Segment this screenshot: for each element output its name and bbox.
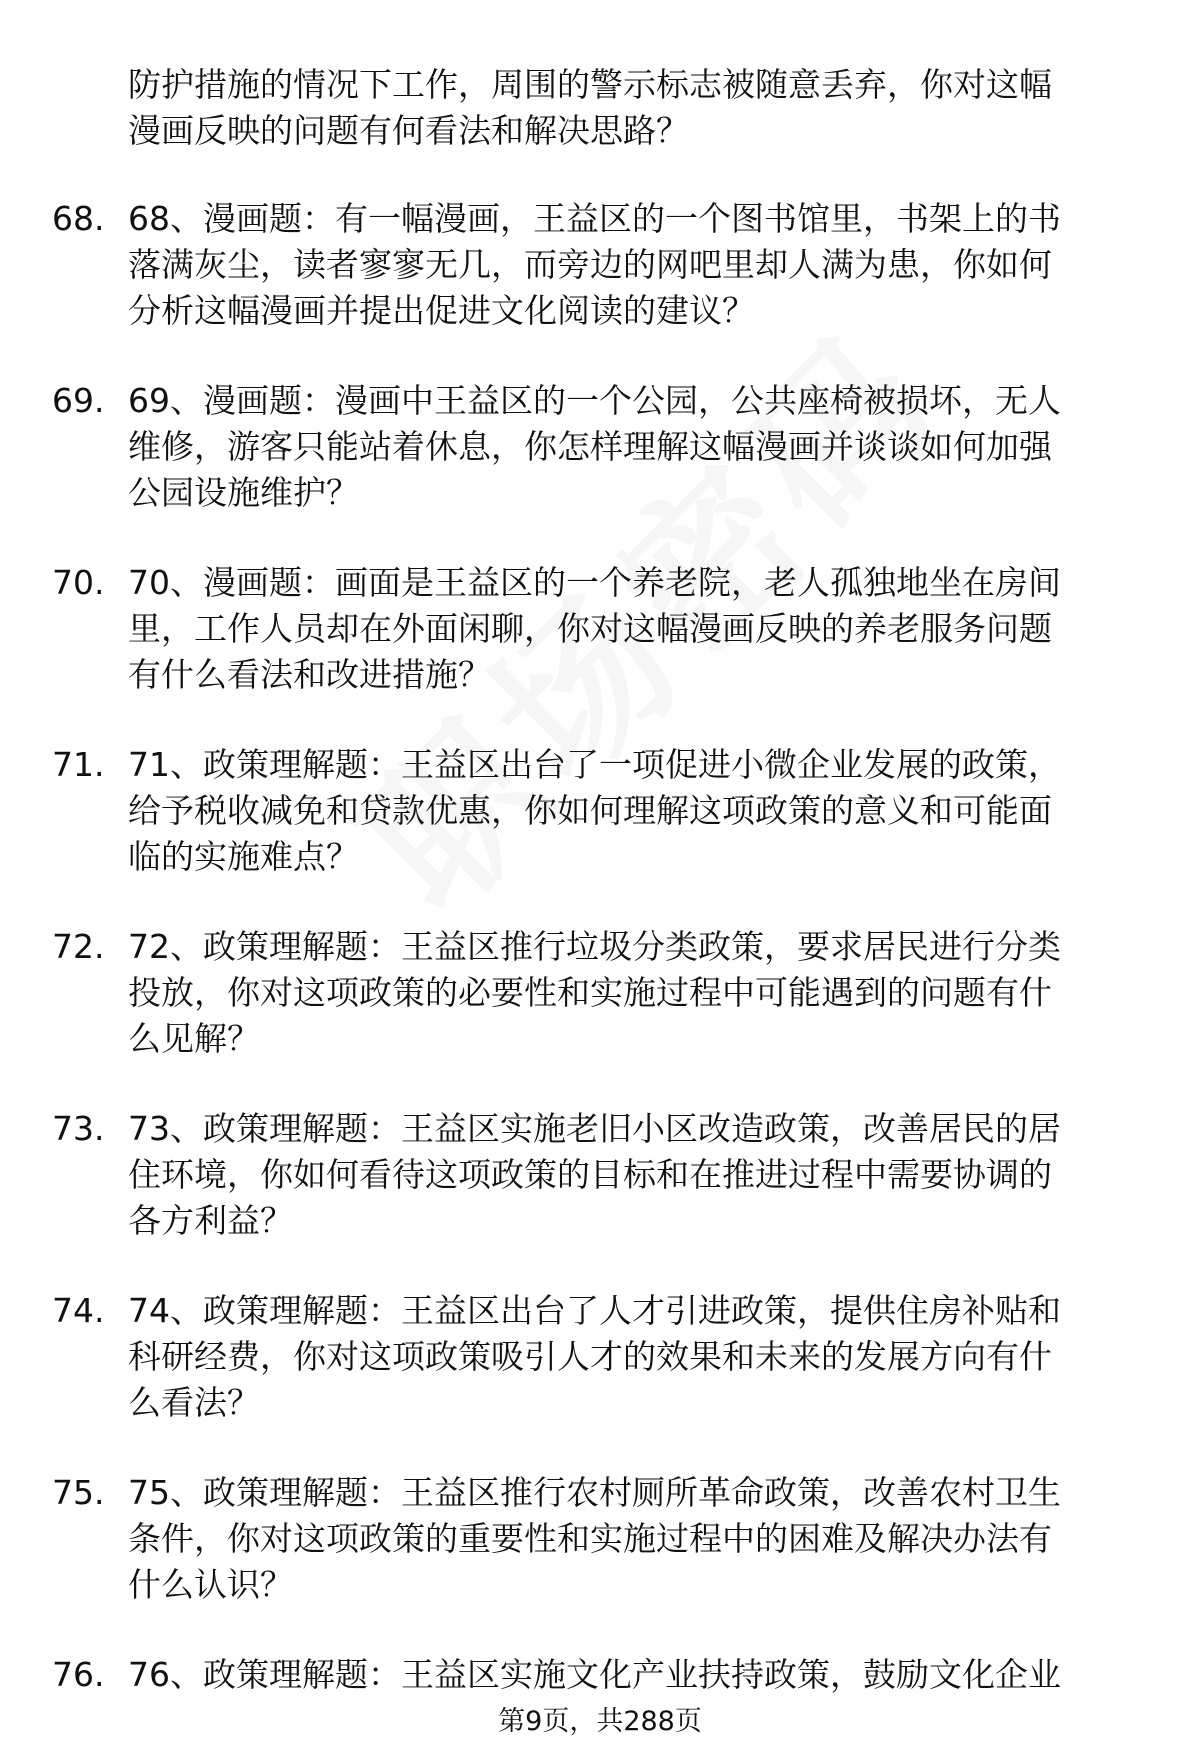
text-line: 住环境，你如何看待这项政策的目标和在推进过程中需要协调的	[128, 1155, 1052, 1194]
text-line: 落满灰尘，读者寥寥无几，而旁边的网吧里却人满为患，你如何	[128, 245, 1052, 284]
text-line: 有什么看法和改进措施？	[128, 655, 491, 694]
text-line: 分析这幅漫画并提出促进文化阅读的建议？	[128, 291, 755, 330]
text-line: 什么认识？	[128, 1565, 293, 1604]
question-text	[128, 1470, 1148, 1608]
text-line: 72、政策理解题：王益区推行垃圾分类政策，要求居民进行分类	[128, 927, 1061, 966]
question-item	[0, 560, 1200, 742]
text-line: 科研经费，你对这项政策吸引人才的效果和未来的发展方向有什	[128, 1337, 1052, 1376]
question-text	[128, 1106, 1148, 1244]
question-text	[128, 1652, 1148, 1698]
question-number: 70.	[52, 563, 105, 602]
question-number: 69.	[52, 381, 105, 420]
question-list	[0, 196, 1200, 1755]
text-line: 临的实施难点？	[128, 837, 359, 876]
question-item	[0, 924, 1200, 1106]
text-line: 74、政策理解题：王益区出台了人才引进政策，提供住房补贴和	[128, 1291, 1061, 1330]
question-item	[0, 742, 1200, 924]
text-line: 里，工作人员却在外面闲聊，你对这幅漫画反映的养老服务问题	[128, 609, 1052, 648]
question-number: 76.	[52, 1655, 105, 1694]
question-number: 75.	[52, 1473, 105, 1512]
question-number: 73.	[52, 1109, 105, 1148]
question-text	[128, 1288, 1148, 1426]
question-text	[128, 560, 1148, 698]
question-number: 74.	[52, 1291, 105, 1330]
text-line: 71、政策理解题：王益区出台了一项促进小微企业发展的政策，	[128, 745, 1061, 784]
text-line: 维修，游客只能站着休息，你怎样理解这幅漫画并谈谈如何加强	[128, 427, 1052, 466]
text-line: 漫画反映的问题有何看法和解决思路？	[128, 111, 689, 150]
text-line: 么看法？	[128, 1383, 260, 1422]
text-line: 投放，你对这项政策的必要性和实施过程中可能遇到的问题有什	[128, 973, 1052, 1012]
question-number: 68.	[52, 199, 105, 238]
question-item	[0, 1470, 1200, 1652]
question-item	[0, 196, 1200, 378]
question-item	[0, 378, 1200, 560]
question-text	[128, 196, 1148, 334]
question-item	[0, 1288, 1200, 1470]
page-footer: 第9页，共288页	[498, 1706, 702, 1737]
text-line: 么见解？	[128, 1019, 260, 1058]
text-line: 69、漫画题：漫画中王益区的一个公园，公共座椅被损坏，无人	[128, 381, 1061, 420]
text-line: 各方利益？	[128, 1201, 293, 1240]
text-line: 68、漫画题：有一幅漫画，王益区的一个图书馆里，书架上的书	[128, 199, 1061, 238]
question-item	[0, 1106, 1200, 1288]
text-line: 给予税收减免和贷款优惠，你如何理解这项政策的意义和可能面	[128, 791, 1052, 830]
question-text	[128, 742, 1148, 880]
text-line: 76、政策理解题：王益区实施文化产业扶持政策，鼓励文化企业	[128, 1655, 1061, 1694]
text-line: 公园设施维护？	[128, 473, 359, 512]
text-line: 防护措施的情况下工作，周围的警示标志被随意丢弃，你对这幅	[128, 65, 1052, 104]
question-number: 72.	[52, 927, 105, 966]
text-line: 73、政策理解题：王益区实施老旧小区改造政策，改善居民的居	[128, 1109, 1061, 1148]
continued-question-text	[128, 62, 1148, 154]
question-number: 71.	[52, 745, 105, 784]
text-line: 70、漫画题：画面是王益区的一个养老院，老人孤独地坐在房间	[128, 563, 1061, 602]
text-line: 75、政策理解题：王益区推行农村厕所革命政策，改善农村卫生	[128, 1473, 1061, 1512]
question-text	[128, 924, 1148, 1062]
question-text	[128, 378, 1148, 516]
text-line: 条件，你对这项政策的重要性和实施过程中的困难及解决办法有	[128, 1519, 1052, 1558]
